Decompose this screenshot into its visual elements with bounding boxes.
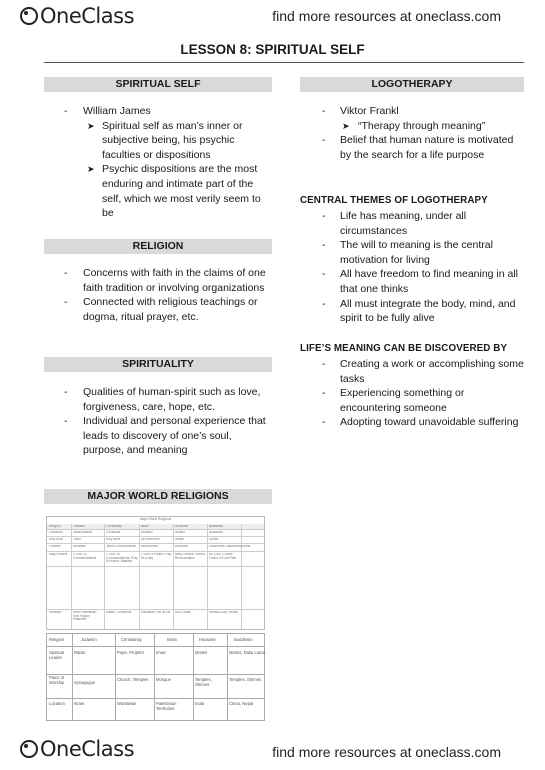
table-header-cell: Buddhism — [209, 525, 224, 528]
dash-bullet: - — [322, 239, 326, 252]
list-item: - Adopting toward unavoidable suffering — [322, 416, 519, 429]
dash-bullet: - — [322, 268, 326, 281]
table-cell: Pope, Prophet — [117, 651, 144, 655]
dash-bullet: - — [64, 296, 68, 309]
table-cell: Location — [49, 702, 65, 706]
table-cell: Buddhists — [209, 531, 223, 534]
sub-list-item: ➤ Psychic dispositions are the most enduring and intimate part of the self, which we most verily seem to be — [87, 163, 261, 220]
oneclass-logo[interactable] — [20, 4, 134, 28]
table-cell: Ramadan; Eid al-Fitr — [141, 611, 171, 614]
table-header-cell: Buddhism — [234, 638, 253, 642]
dash-bullet: - — [64, 267, 68, 279]
list-item: - Individual and personal experience that leads to discovery of one’s soul, purpose, and meaning — [64, 415, 266, 457]
table-cell: Torah — [73, 538, 81, 541]
table-header-cell: Religion — [49, 638, 65, 642]
table-header-cell: Judaism — [81, 638, 97, 642]
table-header-cell: Christianity — [121, 638, 142, 642]
arrow-bullet-icon: ➤ — [342, 120, 350, 131]
table-cell: Nirvana Day; Wesak — [209, 611, 238, 614]
sub-list-item: ➤ Spiritual self as man’s inner or subjective being, his psychic faculties or dispositions — [87, 119, 243, 161]
dash-bullet: - — [322, 416, 326, 429]
list-item: - Concerns with faith in the claims of one faith tradition or involving organizations — [64, 267, 266, 294]
logo-text: OneClass — [40, 4, 135, 28]
dash-bullet: - — [322, 105, 326, 117]
footer-promo-link[interactable]: find more resources at oneclass.com — [272, 744, 501, 760]
table-cell: Rosh Hashanah; Yom Kippur; Passover — [73, 611, 97, 622]
spirituality-heading: SPIRITUALITY — [44, 357, 272, 372]
table-cell: Major Beliefs — [49, 553, 68, 556]
central-themes-section — [300, 209, 524, 326]
table-cell: Monks, Dalai Lama — [229, 651, 265, 655]
table-cell: Founder — [49, 545, 61, 548]
table-cell: India — [195, 702, 205, 706]
spirituality-section — [44, 385, 272, 458]
central-themes-heading: CENTRAL THEMES OF LOGOTHERAPY — [300, 195, 488, 206]
table-cell: Imam — [156, 651, 167, 655]
table-cell: Easter; Christmas — [106, 611, 132, 614]
table-cell: Sutras — [209, 538, 219, 541]
dash-bullet: - — [322, 134, 326, 147]
table-header-cell: Judaism — [73, 525, 85, 528]
table-cell: Holi; Diwali — [175, 611, 191, 614]
list-item: - Life has meaning, under all circumstances — [322, 210, 467, 237]
dash-bullet: - — [322, 358, 326, 370]
list-item: - Viktor Frankl — [322, 105, 399, 117]
dash-bullet: - — [322, 387, 326, 400]
list-item: - The will to meaning is the central motivation for living — [322, 239, 493, 266]
logotherapy-heading: LOGOTHERAPY — [300, 77, 524, 92]
table-header-cell: Islam — [167, 638, 178, 642]
lifes-meaning-heading: LIFE’S MEANING CAN BE DISCOVERED BY — [300, 343, 508, 354]
table-cell: Many Deities; Karma; Reincarnation — [175, 553, 206, 560]
dash-bullet: - — [64, 105, 68, 117]
logo-text: OneClass — [40, 737, 135, 761]
list-item: - Connected with religious teachings or dogma, ritual prayer, etc. — [64, 296, 258, 323]
table-caption: Major World Religions — [139, 517, 172, 521]
table-cell: Mosque — [156, 678, 171, 682]
lesson-title: LESSON 8: SPIRITUAL SELF — [180, 42, 365, 57]
table-cell: Christians — [106, 531, 121, 534]
lifes-meaning-section — [300, 357, 524, 430]
list-item: - Experiencing something or encountering someone — [322, 387, 465, 414]
table-cell: Qu'ran/Koran — [141, 538, 160, 541]
table-cell: 1 God; 5 Pillars; Pray 5x a day — [141, 553, 172, 560]
religion-section — [44, 266, 272, 324]
religion-heading: RELIGION — [44, 239, 272, 254]
list-item: - Belief that human nature is motivated by the search for a life purpose — [322, 134, 514, 161]
table-cell: Palestinian Territories — [156, 702, 177, 711]
table-cell: Worldwide — [117, 702, 137, 706]
table-cell: Temples, Shrines — [195, 678, 212, 687]
table-cell: Hindus — [175, 531, 185, 534]
table-header-cell: Christianity — [106, 525, 122, 528]
table-header-cell: Religion — [49, 525, 61, 528]
table-cell: Holidays — [49, 611, 62, 614]
table-header-cell: Hinduism — [175, 525, 189, 528]
table-cell: Church, Temples — [117, 678, 149, 682]
title-divider — [44, 62, 524, 63]
list-item: - Creating a work or accomplishing some tasks — [322, 358, 524, 385]
table-cell: Temples, Shrines — [229, 678, 262, 682]
table-cell: Muhammad — [141, 545, 158, 548]
arrow-bullet-icon: ➤ — [87, 164, 95, 175]
spiritual-self-section — [44, 104, 272, 221]
table-cell: Abraham — [73, 545, 86, 548]
dash-bullet: - — [64, 386, 68, 398]
table-cell: Jews/Israelite — [73, 531, 93, 534]
religions-table-bottom — [46, 633, 265, 721]
arrow-bullet-icon: ➤ — [87, 120, 95, 131]
header-promo-link[interactable]: find more resources at oneclass.com — [272, 8, 501, 24]
list-item: - William James — [64, 105, 151, 117]
logotherapy-section — [300, 104, 524, 162]
dash-bullet: - — [64, 415, 68, 428]
table-cell: Israel — [74, 702, 85, 706]
table-cell: Muslims — [141, 531, 153, 534]
table-cell: Place of Worship — [49, 676, 65, 685]
table-cell: Synagogue — [74, 681, 96, 685]
dash-bullet: - — [322, 297, 326, 310]
list-item: - All have freedom to find meaning in all that one thinks — [322, 268, 519, 295]
table-cell: Rabbi — [74, 651, 85, 655]
oneclass-logo-icon — [20, 740, 38, 758]
table-cell: Monks — [195, 651, 208, 655]
list-item: - Qualities of human-spirit such as love, forgiveness, care, hope, etc. — [64, 386, 261, 413]
dash-bullet: - — [322, 210, 326, 222]
table-cell: Unknown — [175, 545, 189, 548]
table-cell: Holy Bible — [106, 538, 121, 541]
table-header-cell: Islam — [141, 525, 149, 528]
sub-list-item: ➤ “Therapy through meaning” — [342, 119, 486, 132]
oneclass-logo-icon — [20, 7, 38, 25]
table-cell: No God; 4 Noble Truths; 8-Fold Path — [209, 553, 237, 560]
religions-table-top — [46, 516, 265, 630]
religions-table-image — [46, 516, 265, 721]
table-cell: Followers — [49, 531, 63, 534]
table-cell: Spiritual Leader — [49, 651, 65, 660]
table-cell: Vedas — [175, 538, 184, 541]
table-cell: Siddhartha Gautama/Buddha — [209, 545, 251, 548]
list-item: - All must integrate the body, mind, and spirit to be fully alive — [322, 297, 516, 325]
table-header-cell: Hinduism — [199, 638, 217, 642]
table-cell: 1 God; 10 Commandments; Pray in church; Baptism — [106, 553, 138, 564]
table-cell: Holy book — [49, 538, 64, 541]
table-cell: 1 God; 10 Commandments — [73, 553, 97, 560]
spiritual-self-heading: SPIRITUAL SELF — [44, 77, 272, 92]
oneclass-footer-logo[interactable] — [20, 737, 134, 761]
table-cell: Jesus Christ/Messiah — [106, 545, 137, 548]
major-world-religions-heading: MAJOR WORLD RELIGIONS — [44, 489, 272, 504]
table-cell: China, Nepal — [229, 702, 254, 706]
